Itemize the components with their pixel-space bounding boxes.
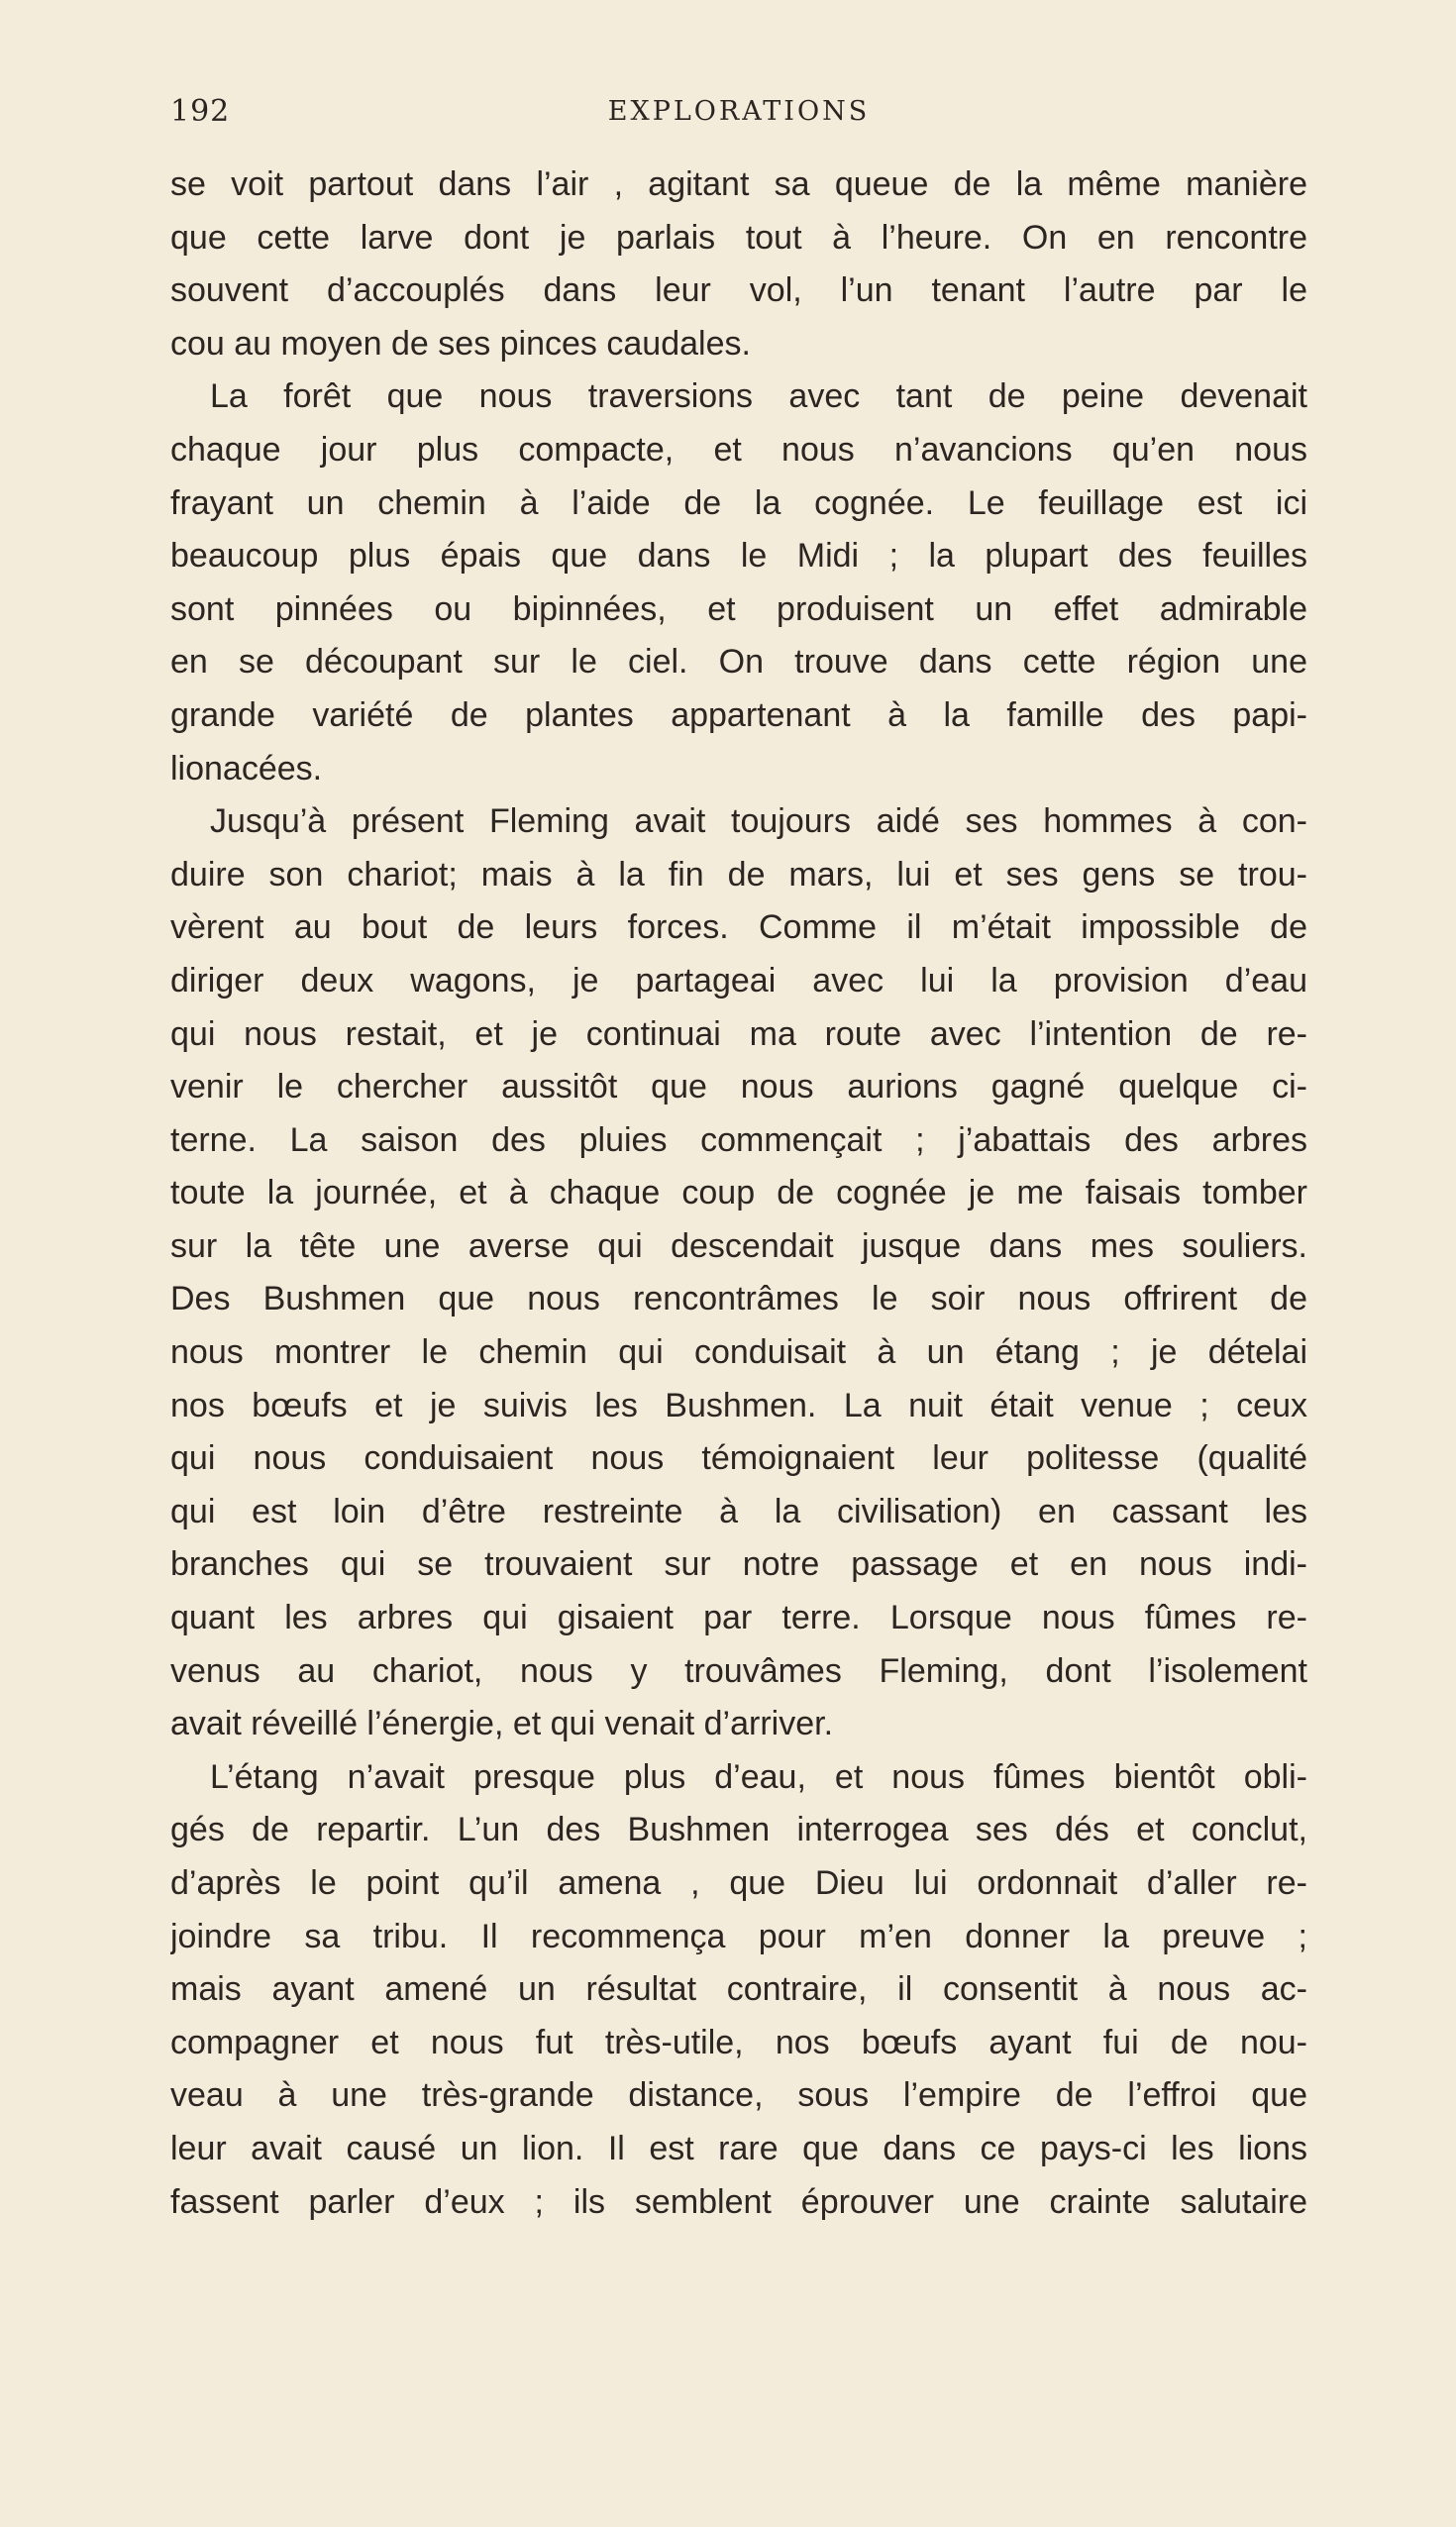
text-line: duire son chariot; mais à la fin de mars, lui et ses gens se trou- bbox=[170, 855, 1307, 894]
text-line: veau à une très-grande distance, sous l’empire de l’effroi que bbox=[170, 2076, 1307, 2115]
paragraph bbox=[170, 158, 1307, 370]
text-line: La forêt que nous traversions avec tant de peine devenait bbox=[210, 377, 1307, 416]
text-line: venus au chariot, nous y trouvâmes Fleming, dont l’isolement bbox=[170, 1651, 1307, 1690]
text-line: toute la journée, et à chaque coup de cognée je me faisais tomber bbox=[170, 1174, 1307, 1212]
text-line: en se découpant sur le ciel. On trouve dans cette région une bbox=[170, 643, 1307, 682]
text-line: gés de repartir. L’un des Bushmen interrogea ses dés et conclut, bbox=[170, 1811, 1307, 1849]
text-line: vèrent au bout de leurs forces. Comme il m’était impossible de bbox=[170, 908, 1307, 947]
paragraph bbox=[170, 795, 1307, 1751]
text-line: Des Bushmen que nous rencontrâmes le soir nous offrirent de bbox=[170, 1280, 1307, 1318]
text-line: Jusqu’à présent Fleming avait toujours aidé ses hommes à con- bbox=[210, 802, 1307, 841]
text-line: diriger deux wagons, je partageai avec lui la provision d’eau bbox=[170, 961, 1307, 1000]
text-line: venir le chercher aussitôt que nous aurions gagné quelque ci- bbox=[170, 1068, 1307, 1106]
text-line: nous montrer le chemin qui conduisait à un étang ; je dételai bbox=[170, 1333, 1307, 1372]
text-line: terne. La saison des pluies commençait ; j’abattais des arbres bbox=[170, 1120, 1307, 1159]
text-line: avait réveillé l’énergie, et qui venait d’arriver. bbox=[170, 1705, 834, 1743]
text-line: fassent parler d’eux ; ils semblent éprouver une crainte salutaire bbox=[170, 2182, 1307, 2221]
text-line: branches qui se trouvaient sur notre passage et en nous indi- bbox=[170, 1545, 1307, 1584]
text-line: frayant un chemin à l’aide de la cognée. Le feuillage est ici bbox=[170, 483, 1307, 522]
text-line: mais ayant amené un résultat contraire, il consentit à nous ac- bbox=[170, 1970, 1307, 2009]
text-line: que cette larve dont je parlais tout à l’heure. On en rencontre bbox=[170, 218, 1307, 257]
text-line: qui nous restait, et je continuai ma route avec l’intention de re- bbox=[170, 1014, 1307, 1053]
text-line: L’étang n’avait presque plus d’eau, et nous fûmes bientôt obli- bbox=[210, 1757, 1307, 1796]
text-line: se voit partout dans l’air , agitant sa queue de la même manière bbox=[170, 165, 1307, 203]
body-text bbox=[170, 158, 1307, 2229]
text-line: d’après le point qu’il amena , que Dieu lui ordonnait d’aller re- bbox=[170, 1864, 1307, 1902]
text-line: qui nous conduisaient nous témoignaient leur politesse (qualité bbox=[170, 1439, 1307, 1478]
text-line: beaucoup plus épais que dans le Midi ; la plupart des feuilles bbox=[170, 537, 1307, 576]
text-line: nos bœufs et je suivis les Bushmen. La nuit était venue ; ceux bbox=[170, 1386, 1307, 1424]
text-line: leur avait causé un lion. Il est rare que dans ce pays-ci les lions bbox=[170, 2129, 1307, 2167]
running-head bbox=[170, 94, 1307, 144]
text-line: qui est loin d’être restreinte à la civilisation) en cassant les bbox=[170, 1492, 1307, 1530]
text-line: grande variété de plantes appartenant à la famille des papi- bbox=[170, 695, 1307, 734]
page-number: 192 bbox=[170, 94, 231, 129]
text-line: lionacées. bbox=[170, 749, 323, 788]
running-title: EXPLORATIONS bbox=[607, 96, 871, 127]
text-line: quant les arbres qui gisaient par terre. Lorsque nous fûmes re- bbox=[170, 1599, 1307, 1637]
text-line: sont pinnées ou bipinnées, et produisent un effet admirable bbox=[170, 589, 1307, 628]
paragraph bbox=[170, 1751, 1307, 2229]
text-line: sur la tête une averse qui descendait jusque dans mes souliers. bbox=[170, 1226, 1307, 1265]
text-line: joindre sa tribu. Il recommença pour m’en donner la preuve ; bbox=[170, 1917, 1307, 1955]
text-line: cou au moyen de ses pinces caudales. bbox=[170, 324, 751, 363]
text-line: compagner et nous fut très-utile, nos bœufs ayant fui de nou- bbox=[170, 2023, 1307, 2061]
text-line: chaque jour plus compacte, et nous n’avancions qu’en nous bbox=[170, 430, 1307, 469]
paragraph bbox=[170, 370, 1307, 795]
text-line: souvent d’accouplés dans leur vol, l’un tenant l’autre par le bbox=[170, 271, 1307, 310]
